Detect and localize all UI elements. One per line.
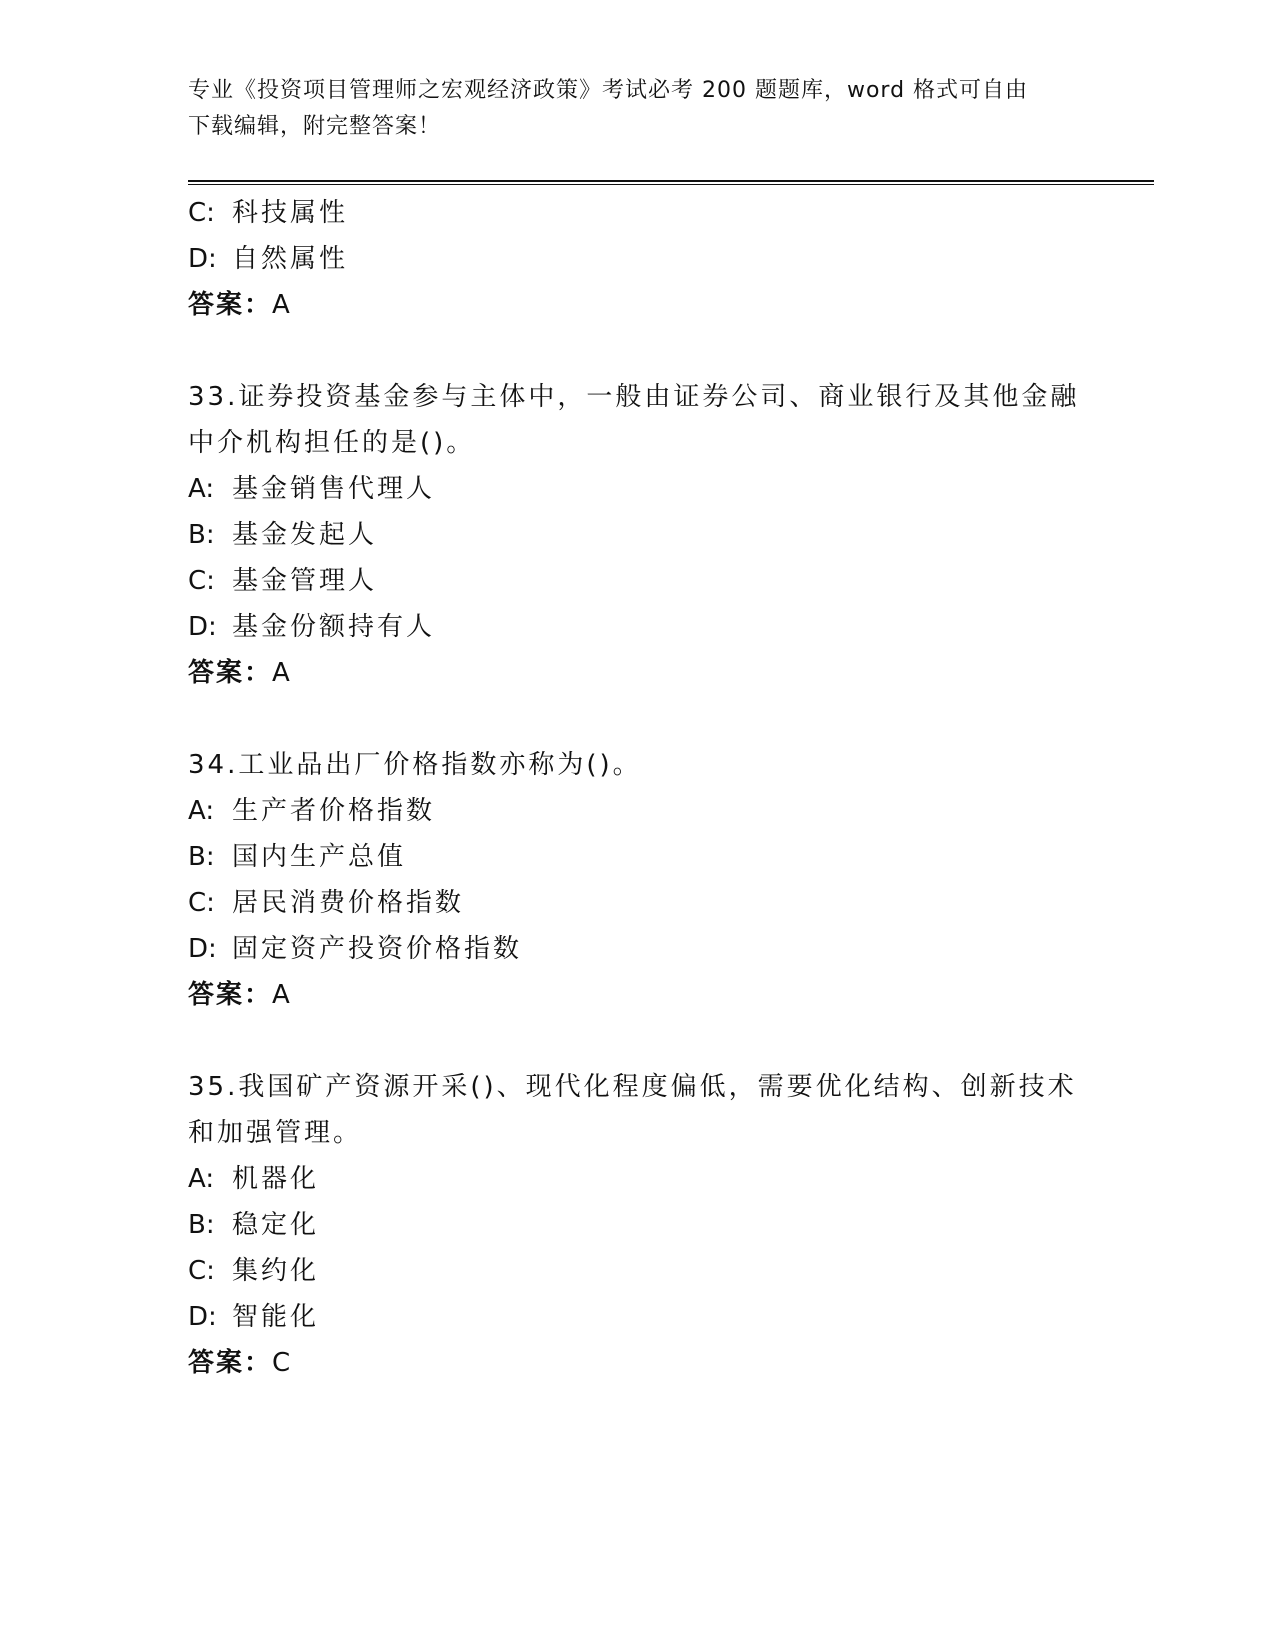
option-b [188, 834, 1108, 880]
option-text: 生产者价格指数 [232, 796, 436, 826]
option-key: A: [188, 796, 215, 826]
answer-value: A [272, 658, 290, 688]
option-text: 固定资产投资价格指数 [232, 934, 523, 964]
option-text: 集约化 [232, 1256, 320, 1286]
option-text: 科技属性 [232, 198, 349, 228]
question-stem-line-2: 中介机构担任的是()。 [188, 428, 476, 458]
answer-label: 答案： [188, 658, 273, 688]
option-key: C: [188, 1256, 215, 1286]
option-text: 基金销售代理人 [232, 474, 436, 504]
option-a [188, 466, 1108, 512]
option-d [188, 236, 1108, 282]
option-key: D: [188, 1302, 217, 1332]
answer-value: A [272, 980, 290, 1010]
option-text: 居民消费价格指数 [232, 888, 465, 918]
answer-label: 答案： [188, 980, 273, 1010]
question-stem [188, 742, 1108, 788]
option-c [188, 190, 1108, 236]
answer-line [188, 282, 1108, 328]
option-text: 稳定化 [232, 1210, 320, 1240]
answer-label: 答案： [188, 290, 273, 320]
option-key: A: [188, 474, 215, 504]
question-stem-line-1: 34.工业品出厂价格指数亦称为()。 [188, 750, 642, 780]
header-rule-thick [188, 180, 1154, 182]
spacer [188, 696, 1108, 742]
question-stem [188, 374, 1108, 466]
spacer [188, 1018, 1108, 1064]
answer-line [188, 650, 1108, 696]
spacer [188, 328, 1108, 374]
option-text: 基金份额持有人 [232, 612, 436, 642]
option-d [188, 1294, 1108, 1340]
option-text: 基金发起人 [232, 520, 378, 550]
answer-label: 答案： [188, 1348, 273, 1378]
option-key: D: [188, 934, 217, 964]
option-text: 智能化 [232, 1302, 320, 1332]
option-a [188, 788, 1108, 834]
option-key: D: [188, 612, 217, 642]
option-key: C: [188, 198, 215, 228]
option-text: 自然属性 [232, 244, 349, 274]
option-b [188, 512, 1108, 558]
question-35 [188, 1064, 1108, 1386]
option-text: 国内生产总值 [232, 842, 407, 872]
option-d [188, 604, 1108, 650]
option-key: C: [188, 566, 215, 596]
option-key: A: [188, 1164, 215, 1194]
option-key: B: [188, 520, 215, 550]
question-continued [188, 190, 1108, 328]
question-33 [188, 374, 1108, 696]
question-stem-line-1: 33.证券投资基金参与主体中，一般由证券公司、商业银行及其他金融 [188, 382, 1080, 412]
header-rule-thin [188, 184, 1154, 185]
option-c [188, 1248, 1108, 1294]
option-b [188, 1202, 1108, 1248]
header-line-1: 专业《投资项目管理师之宏观经济政策》考试必考 200 题题库，word 格式可自由 [188, 78, 1029, 103]
question-34 [188, 742, 1108, 1018]
option-a [188, 1156, 1108, 1202]
option-key: B: [188, 842, 215, 872]
option-key: B: [188, 1210, 215, 1240]
option-key: C: [188, 888, 215, 918]
question-stem-line-2: 和加强管理。 [188, 1118, 363, 1148]
header-line-2: 下载编辑，附完整答案！ [188, 114, 442, 139]
option-text: 基金管理人 [232, 566, 378, 596]
option-c [188, 880, 1108, 926]
option-text: 机器化 [232, 1164, 320, 1194]
answer-line [188, 972, 1108, 1018]
option-d [188, 926, 1108, 972]
answer-line [188, 1340, 1108, 1386]
question-stem [188, 1064, 1108, 1156]
document-header [188, 73, 1088, 145]
question-stem-line-1: 35.我国矿产资源开采()、现代化程度偏低，需要优化结构、创新技术 [188, 1072, 1077, 1102]
answer-value: C [272, 1348, 291, 1378]
option-key: D: [188, 244, 217, 274]
answer-value: A [272, 290, 290, 320]
question-list [188, 190, 1108, 1386]
option-c [188, 558, 1108, 604]
